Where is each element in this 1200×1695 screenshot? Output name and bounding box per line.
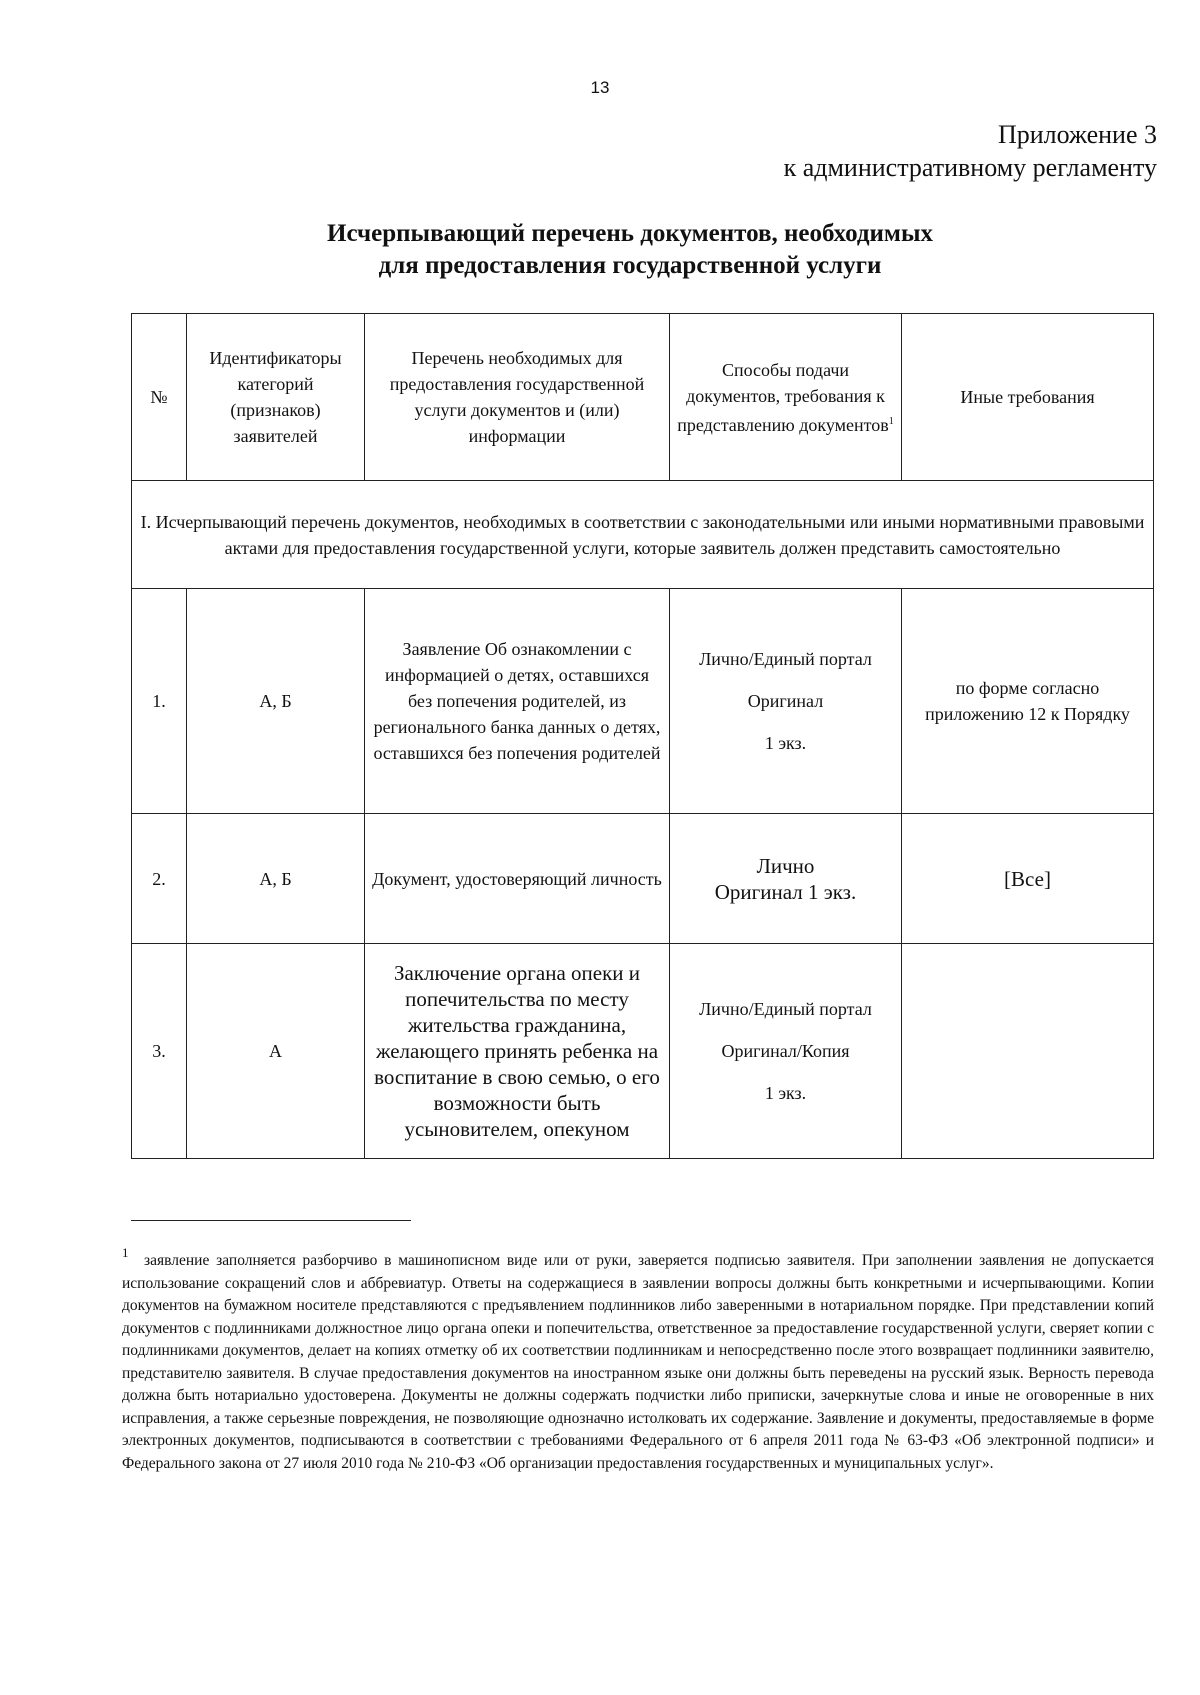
table-row xyxy=(132,814,1154,944)
footnote-mark: 1 xyxy=(122,1245,129,1260)
footnote-text: заявление заполняется разборчиво в машинописном виде или от руки, заверяется подписью заявителя. При заполнении заявления не допускается использование сокращений слов и аббревиатур. Ответы на содержащиеся в заявлении вопросы должны быть конкретными и исчерпывающими. Копии документов на бумажном носителе представляются с предъявлением подлинников либо заверенными в нотариальном порядке. При представлении копий документов с подлинниками должностное лицо органа опеки и попечительства, ответственное за предоставление государственной услуги, сверяет копии с подлинниками документов, делает на копиях отметку об их соответствии подлинникам и непосредственно после этого возвращает подлинники заявителю, представителю заявителя. В случае предоставления документов на иностранном языке они должны быть переведены на русский язык. Верность перевода должна быть нотариально удостоверена. Документы не должны содержать подчистки либо приписки, зачеркнутые слова и иные не оговоренные в них исправления, а также серьезные повреждения, не позволяющие однозначно истолковать их содержание. Заявление и документы, предоставляемые в форме электронных документов, подписываются в соответствии с требованиями Федерального от 6 апреля 2011 года № 63-ФЗ «Об электронной подписи» и Федерального закона от 27 июля 2010 года № 210-ФЗ «Об организации предоставления государственных и муниципальных услуг». xyxy=(122,1252,1154,1472)
row-other xyxy=(902,944,1154,1159)
method-line: Оригинал 1 экз. xyxy=(714,879,857,904)
table-row xyxy=(132,944,1154,1159)
row-num: 3. xyxy=(132,944,187,1159)
page-number: 13 xyxy=(590,78,610,97)
method-line: 1 экз. xyxy=(764,1083,807,1103)
row-identifiers: А xyxy=(187,944,365,1159)
footnote-ref: 1 xyxy=(888,415,894,427)
document-title xyxy=(110,218,1150,282)
appendix-line-1: Приложение 3 xyxy=(997,120,1157,149)
row-document: Заявление Об ознакомлении с информацией о детях, оставшихся без попечения родителей, из регионального банка данных о детях, оставшихся без попечения родителей xyxy=(365,589,670,814)
appendix-reference xyxy=(784,118,1157,184)
method-line: Оригинал/Копия xyxy=(721,1041,850,1061)
section-row xyxy=(132,481,1154,589)
title-line-2: для предоставления государственной услуги xyxy=(378,252,882,279)
documents-table xyxy=(131,313,1154,1159)
row-method xyxy=(670,814,902,944)
row-other: [Все] xyxy=(902,814,1154,944)
row-method xyxy=(670,944,902,1159)
method-line: Лично xyxy=(756,853,815,878)
header-methods-text: Способы подачи документов, требования к представлению документов xyxy=(677,359,889,435)
row-other: по форме согласно приложению 12 к Порядку xyxy=(902,589,1154,814)
row-num: 1. xyxy=(132,589,187,814)
appendix-line-2: к административному регламенту xyxy=(783,153,1157,182)
header-identifiers: Идентификаторы категорий (признаков) заявителей xyxy=(187,314,365,481)
table-header-row xyxy=(132,314,1154,481)
table-row xyxy=(132,589,1154,814)
method-line: Лично/Единый портал xyxy=(699,999,872,1019)
footnote xyxy=(122,1245,1154,1475)
header-documents: Перечень необходимых для предоставления государственной услуги документов и (или) информации xyxy=(365,314,670,481)
row-document: Документ, удостоверяющий личность xyxy=(365,814,670,944)
row-identifiers: А, Б xyxy=(187,589,365,814)
header-other: Иные требования xyxy=(902,314,1154,481)
row-num: 2. xyxy=(132,814,187,944)
header-num: № xyxy=(132,314,187,481)
header-methods xyxy=(670,314,902,481)
footnote-separator xyxy=(131,1220,411,1221)
method-line: Лично/Единый портал xyxy=(699,649,872,669)
method-line: Оригинал xyxy=(747,691,824,711)
title-line-1: Исчерпывающий перечень документов, необходимых xyxy=(327,220,933,247)
row-identifiers: А, Б xyxy=(187,814,365,944)
method-line: 1 экз. xyxy=(764,733,807,753)
row-method xyxy=(670,589,902,814)
row-document: Заключение органа опеки и попечительства по месту жительства гражданина, желающего принять ребенка на воспитание в свою семью, о его возможности быть усыновителем, опекуном xyxy=(365,944,670,1159)
section-title: I. Исчерпывающий перечень документов, необходимых в соответствии с законодательными или иными нормативными правовыми актами для предоставления государственной услуги, которые заявитель должен представить самостоятельно xyxy=(132,481,1154,589)
